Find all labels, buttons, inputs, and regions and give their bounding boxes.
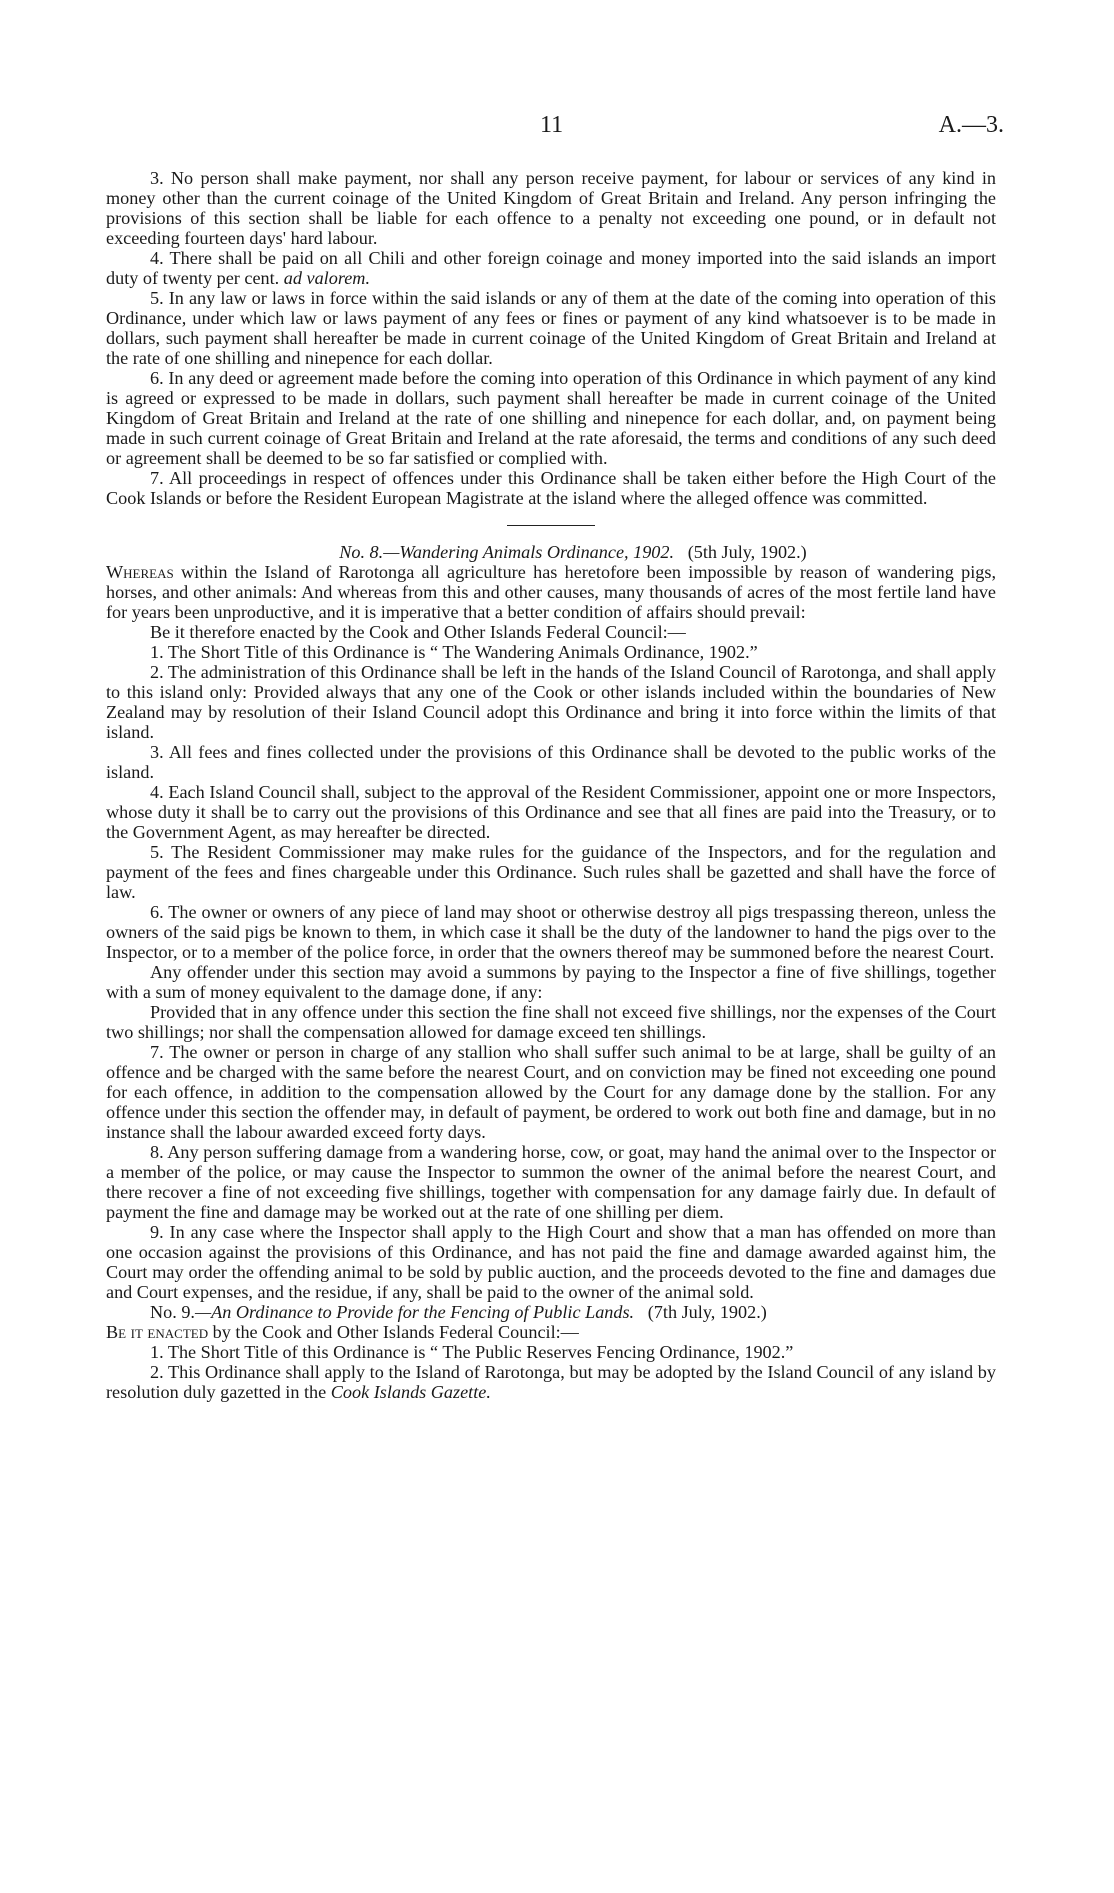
section-4-paragraph: [106, 248, 996, 288]
ordinance-8-section-8: 8. Any person suffering damage from a wandering horse, cow, or goat, may hand the animal over to the Inspector or a member of the police, or may cause the Inspector to summon the owner of the animal before the nearest Court, and there recover a fine of not exceeding five shillings, together with compensation for any damage fairly due. In default of payment the fine and damage may be worked out at the rate of one shilling per diem.: [106, 1142, 996, 1222]
ordinance-8-title: —Wandering Animals Ordinance, 1902.: [383, 542, 675, 562]
section-divider: [507, 525, 595, 526]
whereas-text: within the Island of Rarotonga all agriculture has heretofore been impossible by reason of wandering pigs, horses, and other animals: And whereas from this and other causes, many thousands of acres of the most fertile land have for years been unproductive, and it is imperative that a better condition of affairs should prevail:: [106, 562, 996, 622]
document-body: [106, 168, 996, 1402]
ordinance-8-section-9: 9. In any case where the Inspector shall apply to the High Court and show that a man has offended on more than one occasion against the provisions of this Ordinance, and has not paid the fine and damage awarded against him, the Court may order the offending animal to be sold by public auction, and the proceeds devoted to the fine and damages due and Court expenses, and the residue, if any, shall be paid to the owner of the animal sold.: [106, 1222, 996, 1302]
section-6-paragraph: 6. In any deed or agreement made before the coming into operation of this Ordinance in which payment of any kind is agreed or expressed to be made in dollars, such payment shall hereafter be made in current coinage of the United Kingdom of Great Britain and Ireland at the rate of one shilling and ninepence for each dollar, and, on payment being made in such current coinage of Great Britain and Ireland at the rate aforesaid, the terms and conditions of any such deed or agreement shall be deemed to be so far satisfied or complied with.: [106, 368, 996, 468]
ordinance-8-section-2: 2. The administration of this Ordinance shall be left in the hands of the Island Council of Rarotonga, and shall apply to this island only: Provided always that any one of the Cook or other islands included within the boundaries of New Zealand may by resolution of their Island Council adopt this Ordinance and bring it into force within the limits of that island.: [106, 662, 996, 742]
ordinance-8-section-6: 6. The owner or owners of any piece of land may shoot or otherwise destroy all pigs trespassing thereon, unless the owners of the said pigs be known to them, in which case it shall be the duty of the landowner to hand the pigs over to the Inspector, or to a member of the police force, in order that the owners thereof may be summoned before the nearest Court.: [106, 902, 996, 962]
section-4-text: 4. There shall be paid on all Chili and other foreign coinage and money imported into the said islands an import duty of twenty per cent.: [106, 248, 996, 288]
ordinance-9-title: —An Ordinance to Provide for the Fencing of Public Lands.: [194, 1302, 635, 1322]
ordinance-9-number: No. 9.: [150, 1302, 195, 1322]
ad-valorem-phrase: ad valorem.: [283, 268, 370, 288]
ordinance-9-section-1: 1. The Short Title of this Ordinance is “ The Public Reserves Fencing Ordinance, 1902.”: [150, 1342, 794, 1362]
ordinance-9-section-2-text: 2. This Ordinance shall apply to the Island of Rarotonga, but may be adopted by the Island Council of any island by resolution duly gazetted in the: [106, 1362, 996, 1402]
ordinance-8-section-6-proviso: Provided that in any offence under this section the fine shall not exceed five shillings, nor the expenses of the Court two shillings; nor shall the compensation allowed for damage exceed ten shillings.: [106, 1002, 996, 1042]
document-reference: A.—3.: [938, 112, 1004, 138]
ordinance-8-enacting-clause: Be it therefore enacted by the Cook and Other Islands Federal Council:—: [150, 622, 686, 642]
ordinance-9-enact-text: by the Cook and Other Islands Federal Council:—: [212, 1322, 579, 1342]
ordinance-9-enacting-clause: [106, 1322, 996, 1342]
ordinance-8-section-1: 1. The Short Title of this Ordinance is “ The Wandering Animals Ordinance, 1902.”: [150, 642, 758, 662]
page-header: [0, 112, 1114, 146]
ordinance-8-number: No. 8.: [339, 542, 384, 562]
ordinance-8-date: (5th July, 1902.): [687, 542, 807, 562]
section-5-paragraph: 5. In any law or laws in force within the said islands or any of them at the date of the coming into operation of this Ordinance, under which law or laws payment of any fees or fines or payment of any kind whatsoever is to be made in dollars, such payment shall hereafter be made in current coinage of the United Kingdom of Great Britain and Ireland at the rate of one shilling and ninepence for each dollar.: [106, 288, 996, 368]
ordinance-8-section-6-summons: Any offender under this section may avoid a summons by paying to the Inspector a fine of five shillings, together with a sum of money equivalent to the damage done, if any:: [106, 962, 996, 1002]
whereas-word: Whereas: [106, 562, 174, 582]
ordinance-9-heading: [106, 1302, 996, 1322]
ordinance-8-section-3: 3. All fees and fines collected under the provisions of this Ordinance shall be devoted to the public works of the island.: [106, 742, 996, 782]
be-it-enacted-words: Be it enacted: [106, 1322, 209, 1342]
ordinance-8-preamble: [106, 562, 996, 622]
ordinance-9-section-2: [106, 1362, 996, 1402]
ordinance-8-section-7: 7. The owner or person in charge of any stallion who shall suffer such animal to be at large, shall be guilty of an offence and be charged with the same before the nearest Court, and on conviction may be fined not exceeding one pound for each offence, in addition to the compensation allowed by the Court for any damage done by the stallion. For any offence under this section the offender may, in default of payment, be ordered to work out both fine and damage, but in no instance shall the labour awarded exceed forty days.: [106, 1042, 996, 1142]
page-number: 11: [540, 112, 564, 138]
ordinance-9-date: (7th July, 1902.): [647, 1302, 767, 1322]
section-3-paragraph: 3. No person shall make payment, nor shall any person receive payment, for labour or services of any kind in money other than the current coinage of the United Kingdom of Great Britain and Ireland. Any person infringing the provisions of this section shall be liable for each offence to a penalty not exceeding one pound, or in default not exceeding fourteen days' hard labour.: [106, 168, 996, 248]
ordinance-8-heading: [106, 542, 996, 562]
section-7-paragraph: 7. All proceedings in respect of offences under this Ordinance shall be taken either before the High Court of the Cook Islands or before the Resident European Magistrate at the island where the alleged offence was committed.: [106, 468, 996, 508]
ordinance-8-section-4: 4. Each Island Council shall, subject to the approval of the Resident Commissioner, appoint one or more Inspectors, whose duty it shall be to carry out the provisions of this Ordinance and see that all fines are paid into the Treasury, or to the Government Agent, as may hereafter be directed.: [106, 782, 996, 842]
gazette-name: Cook Islands Gazette.: [330, 1382, 491, 1402]
ordinance-8-section-5: 5. The Resident Commissioner may make rules for the guidance of the Inspectors, and for the regulation and payment of the fees and fines chargeable under this Ordinance. Such rules shall be gazetted and shall have the force of law.: [106, 842, 996, 902]
